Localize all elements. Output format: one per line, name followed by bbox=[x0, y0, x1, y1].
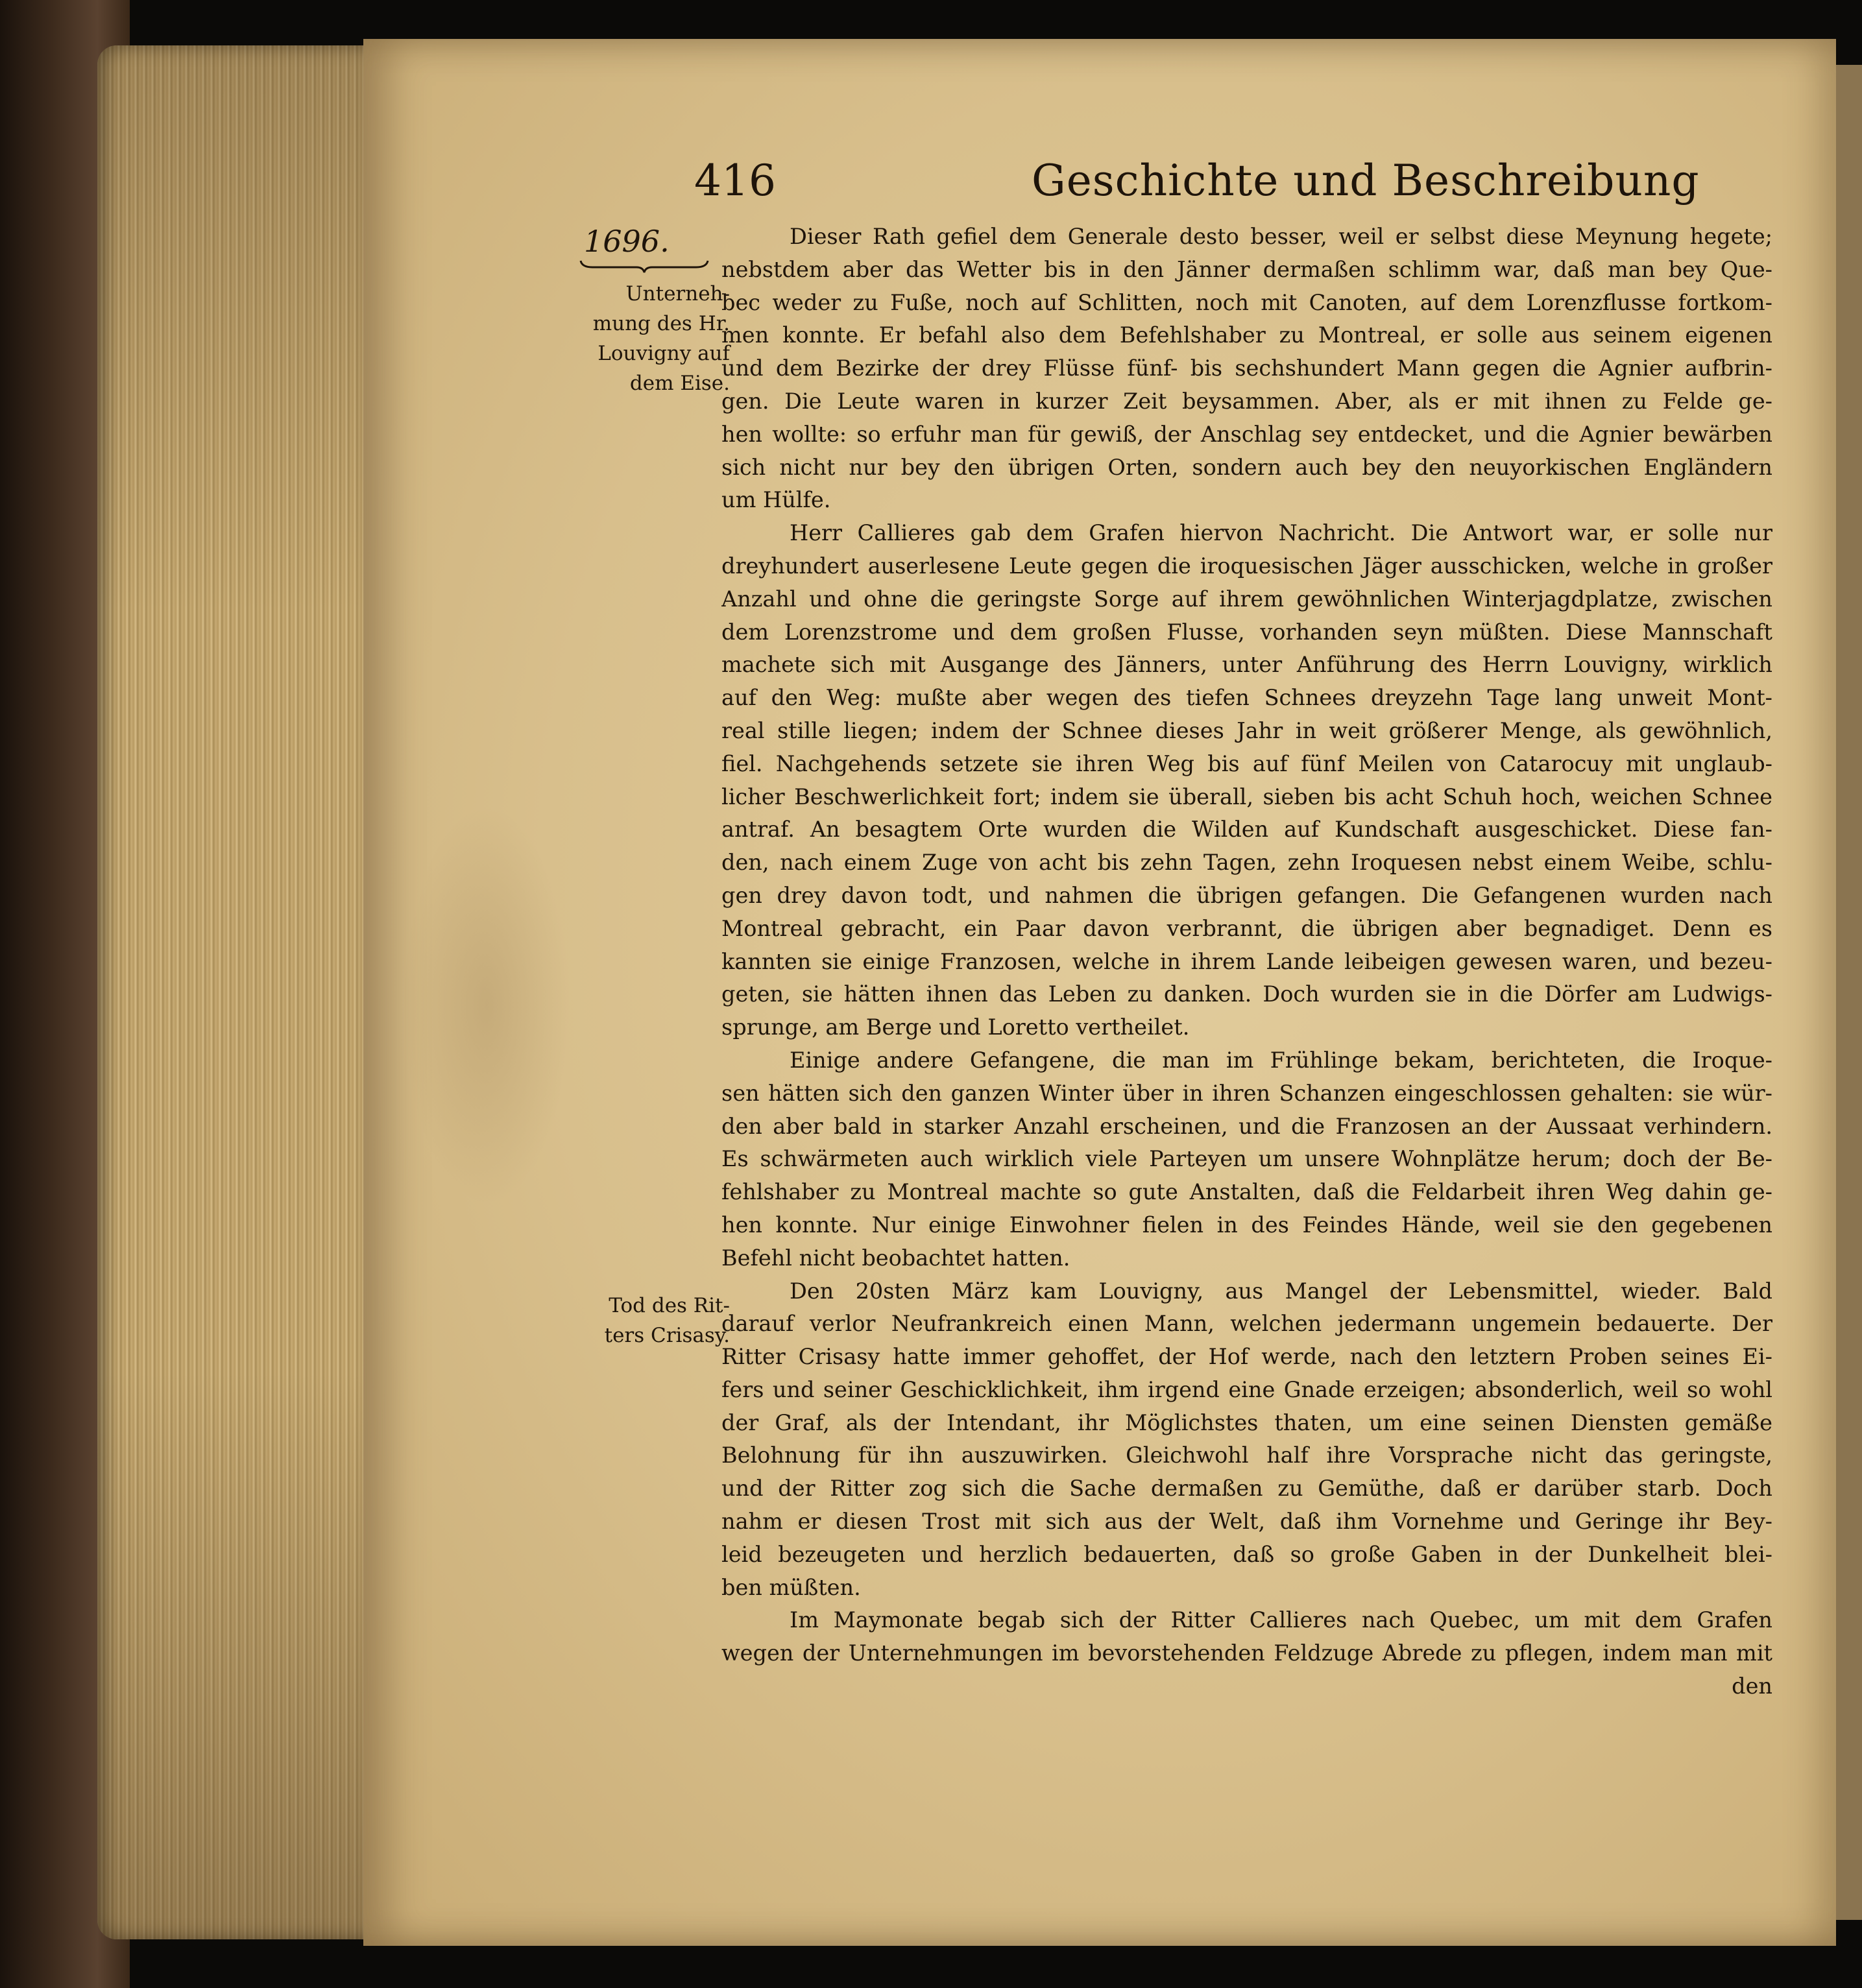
text-line: licher Beschwerlichkeit fort; indem sie überall, sieben bis acht Schuh hoch, weichen Schnee bbox=[721, 784, 1772, 809]
text-line: leid bezeugeten und herzlich bedauerten, daß so große Gaben in der Dunkelheit blei- bbox=[721, 1541, 1772, 1567]
text-line: bec weder zu Fuße, noch auf Schlitten, noch mit Canoten, auf dem Lorenzflusse fortkom- bbox=[721, 289, 1772, 315]
text-line: nebstdem aber das Wetter bis in den Jänner dermaßen schlimm war, daß man bey Que- bbox=[721, 256, 1772, 282]
margin-note-crisasy bbox=[577, 1291, 730, 1350]
text-line: men konnte. Er befahl also dem Befehlshaber zu Montreal, er solle aus seinem eigenen bbox=[721, 322, 1772, 348]
facing-page-edge bbox=[1836, 65, 1862, 1920]
margin-note-line: Tod des Rit- bbox=[609, 1294, 730, 1317]
text-line: und dem Bezirke der drey Flüsse fünf- bis sechshundert Mann gegen die Agnier aufbrin- bbox=[721, 355, 1772, 381]
text-line: Anzahl und ohne die geringste Sorge auf ihrem gewöhnlichen Winterjagdplatze, zwischen bbox=[721, 586, 1772, 612]
text-line: nahm er diesen Trost mit sich aus der Welt, daß ihm Vornehme und Geringe ihr Bey- bbox=[721, 1509, 1772, 1535]
catchword: den bbox=[1732, 1673, 1772, 1699]
page-number: 416 bbox=[694, 156, 776, 206]
paper-stain bbox=[402, 804, 571, 1206]
text-line: Herr Callieres gab dem Grafen hiervon Nachricht. Die Antwort war, er solle nur bbox=[790, 520, 1772, 546]
text-line: Im Maymonate begab sich der Ritter Callieres nach Quebec, um mit dem Grafen bbox=[790, 1607, 1772, 1633]
margin-year: 1696. bbox=[584, 224, 670, 259]
margin-note-line: Unterneh- bbox=[625, 282, 730, 305]
body-text bbox=[721, 221, 1772, 1703]
text-line: Dieser Rath gefiel dem Generale desto besser, weil er selbst diese Meynung hegete; bbox=[790, 224, 1772, 249]
text-line: ben müßten. bbox=[721, 1574, 861, 1600]
text-line: machete sich mit Ausgange des Jänners, unter Anführung des Herrn Louvigny, wirklich bbox=[721, 652, 1772, 678]
text-line: real stille liegen; indem der Schnee dieses Jahr in weit größerer Menge, als gewöhnlich, bbox=[721, 717, 1772, 743]
text-line: fiel. Nachgehends setzete sie ihren Weg bis auf fünf Meilen von Catarocuy mit unglaub- bbox=[721, 750, 1772, 776]
margin-note-line: dem Eise. bbox=[629, 372, 730, 395]
margin-note-line: ters Crisasy. bbox=[604, 1324, 730, 1347]
text-line: und der Ritter zog sich die Sache dermaßen zu Gemüthe, daß er darüber starb. Doch bbox=[721, 1476, 1772, 1502]
brace-icon bbox=[579, 259, 709, 274]
page-header bbox=[694, 156, 1771, 221]
text-line: auf den Weg: mußte aber wegen des tiefen Schnees dreyzehn Tage lang unweit Mont- bbox=[721, 685, 1772, 711]
text-line: der Graf, als der Intendant, ihr Möglichstes thaten, um eine seinen Diensten gemäße bbox=[721, 1409, 1772, 1435]
text-line: um Hülfe. bbox=[721, 487, 831, 513]
text-line: Befehl nicht beobachtet hatten. bbox=[721, 1245, 1070, 1271]
text-line: sprunge, am Berge und Loretto vertheilet. bbox=[721, 1014, 1190, 1040]
text-line: gen drey davon todt, und nahmen die übrigen gefangen. Die Gefangenen wurden nach bbox=[721, 882, 1772, 908]
margin-note-louvigny bbox=[577, 279, 730, 398]
margin-note-line: mung des Hr. bbox=[592, 312, 730, 335]
page-edges-shade bbox=[97, 45, 370, 1939]
running-title: Geschichte und Beschreibung bbox=[1032, 156, 1700, 206]
text-line: Es schwärmeten auch wirklich viele Parteyen um unsere Wohnplätze herum; doch der Be- bbox=[721, 1146, 1772, 1172]
text-line: Den 20sten März kam Louvigny, aus Mangel der Lebensmittel, wieder. Bald bbox=[790, 1278, 1772, 1304]
text-line: Belohnung für ihn auszuwirken. Gleichwohl half ihre Vorsprache nicht das geringste, bbox=[721, 1443, 1772, 1468]
text-line: den aber bald in starker Anzahl erscheinen, und die Franzosen an der Aussaat verhindern. bbox=[721, 1113, 1772, 1139]
text-line: fers und seiner Geschicklichkeit, ihm irgend eine Gnade erzeigen; absonderlich, weil so wohl bbox=[721, 1376, 1772, 1402]
text-line: gen. Die Leute waren in kurzer Zeit beysammen. Aber, als er mit ihnen zu Felde ge- bbox=[721, 388, 1772, 414]
text-line: sich nicht nur bey den übrigen Orten, sondern auch bey den neuyorkischen Engländern bbox=[721, 454, 1772, 480]
text-line: fehlshaber zu Montreal machte so gute Anstalten, daß die Feldarbeit ihren Weg dahin ge- bbox=[721, 1179, 1772, 1205]
text-line: Einige andere Gefangene, die man im Frühlinge bekam, berichteten, die Iroque- bbox=[790, 1047, 1772, 1073]
text-line: wegen der Unternehmungen im bevorstehenden Feldzuge Abrede zu pflegen, indem man mit bbox=[721, 1640, 1772, 1666]
margin-note-line: Louvigny auf bbox=[598, 342, 730, 365]
text-line: dreyhundert auserlesene Leute gegen die iroquesischen Jäger ausschicken, welche in großer bbox=[721, 553, 1772, 579]
text-line: den, nach einem Zuge von acht bis zehn Tagen, zehn Iroquesen nebst einem Weibe, schlu- bbox=[721, 850, 1772, 876]
text-line: dem Lorenzstrome und dem großen Flusse, vorhanden seyn müßten. Diese Mannschaft bbox=[721, 619, 1772, 645]
text-line: geten, sie hätten ihnen das Leben zu danken. Doch wurden sie in die Dörfer am Ludwigs- bbox=[721, 981, 1772, 1007]
text-line: kannten sie einige Franzosen, welche in ihrem Lande leibeigen gewesen waren, und bezeu- bbox=[721, 948, 1772, 974]
text-line: Montreal gebracht, ein Paar davon verbrannt, die übrigen aber begnadiget. Denn es bbox=[721, 915, 1772, 941]
text-line: hen konnte. Nur einige Einwohner fielen in des Feindes Hände, weil sie den gegebenen bbox=[721, 1212, 1772, 1238]
text-line: Ritter Crisasy hatte immer gehoffet, der Hof werde, nach den letztern Proben seines Ei- bbox=[721, 1344, 1772, 1370]
text-line: sen hätten sich den ganzen Winter über in ihren Schanzen eingeschlossen gehalten: sie wür- bbox=[721, 1080, 1772, 1106]
text-line: hen wollte: so erfuhr man für gewiß, der Anschlag sey entdecket, und die Agnier bewärben bbox=[721, 421, 1772, 447]
text-line: darauf verlor Neufrankreich einen Mann, welchen jedermann ungemein bedauerte. Der bbox=[721, 1311, 1772, 1337]
text-line: antraf. An besagtem Orte wurden die Wilden auf Kundschaft ausgeschicket. Diese fan- bbox=[721, 817, 1772, 843]
